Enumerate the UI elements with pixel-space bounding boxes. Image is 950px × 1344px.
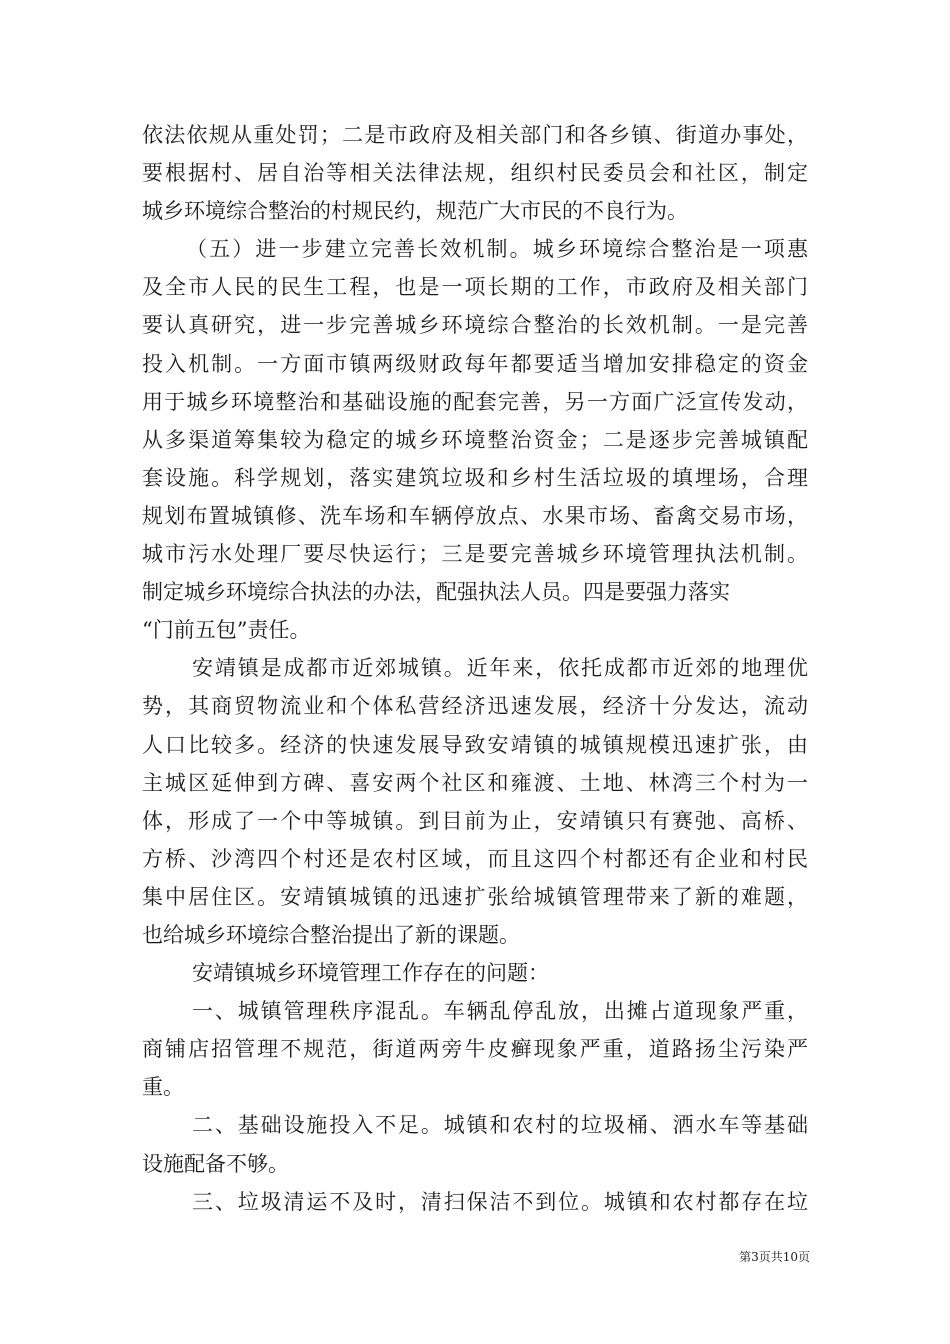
text-line: 及全市人民的民生工程，也是一项长期的工作，市政府及相关部门: [142, 275, 808, 300]
text-line: 安靖镇城乡环境管理工作存在的问题：: [192, 961, 549, 986]
page-number: 第3页共10页: [739, 1250, 810, 1264]
text-line: 城市污水处理厂要尽快运行；三是要完善城乡环境管理执法机制。: [142, 542, 808, 567]
text-line: 也给城乡环境综合整治提出了新的课题。: [142, 922, 520, 947]
text-line: 要认真研究，进一步完善城乡环境综合整治的长效机制。一是完善: [142, 313, 808, 338]
text-line: 人口比较多。经济的快速发展导致安靖镇的城镇规模迅速扩张，由: [142, 732, 808, 757]
text-line: 套设施。科学规划，落实建筑垃圾和乡村生活垃圾的填埋场，合理: [142, 465, 808, 490]
text-line: “门前五包”责任。: [142, 618, 311, 643]
text-line: 体，形成了一个中等城镇。到目前为止，安靖镇只有赛弛、高桥、: [142, 808, 808, 833]
text-line: 依法依规从重处罚；二是市政府及相关部门和各乡镇、街道办事处，: [142, 123, 808, 147]
text-line: 城乡环境综合整治的村规民约，规范广大市民的不良行为。: [142, 199, 688, 224]
text-line: 从多渠道筹集较为稳定的城乡环境整治资金；二是逐步完善城镇配: [142, 427, 808, 452]
text-line: 集中居住区。安靖镇城镇的迅速扩张给城镇管理带来了新的难题，: [142, 884, 808, 909]
text-line: 三、垃圾清运不及时，清扫保洁不到位。城镇和农村都存在垃: [192, 1189, 808, 1214]
text-line: 方桥、沙湾四个村还是农村区域，而且这四个村都还有企业和村民: [142, 846, 808, 871]
text-line: 二、基础设施投入不足。城镇和农村的垃圾桶、洒水车等基础: [192, 1113, 808, 1138]
text-line: 商铺店招管理不规范，街道两旁牛皮癣现象严重，道路扬尘污染严: [142, 1037, 808, 1062]
text-line: 规划布置城镇修、洗车场和车辆停放点、水果市场、畜禽交易市场，: [142, 503, 808, 528]
text-line: 投入机制。一方面市镇两级财政每年都要适当增加安排稳定的资金: [142, 351, 808, 376]
text-line: 设施配备不够。: [142, 1151, 289, 1176]
text-line: 安靖镇是成都市近郊城镇。近年来，依托成都市近郊的地理优: [192, 656, 808, 681]
text-line: 重。: [142, 1075, 184, 1100]
text-line: 制定城乡环境综合执法的办法，配强执法人员。四是要强力落实: [142, 580, 730, 605]
body-text: [142, 116, 808, 1221]
text-line: 要根据村、居自治等相关法律法规，组织村民委员会和社区，制定: [142, 161, 808, 186]
text-line: 用于城乡环境整治和基础设施的配套完善，另一方面广泛宣传发动，: [142, 389, 808, 414]
text-line: 一、城镇管理秩序混乱。车辆乱停乱放，出摊占道现象严重，: [192, 999, 808, 1024]
text-line: 主城区延伸到方碑、喜安两个社区和雍渡、土地、林湾三个村为一: [142, 770, 808, 795]
text-line: 势，其商贸物流业和个体私营经济迅速发展，经济十分发达，流动: [142, 694, 808, 719]
text-line: （五）进一步建立完善长效机制。城乡环境综合整治是一项惠: [186, 237, 808, 262]
